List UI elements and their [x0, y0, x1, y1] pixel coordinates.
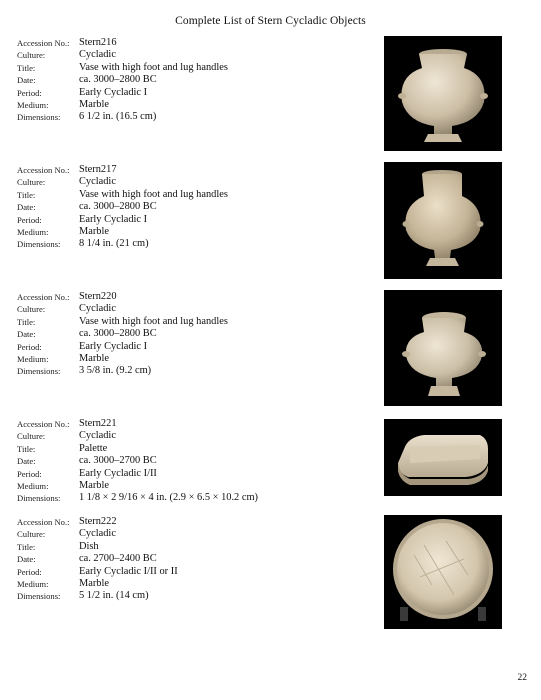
culture-label: Culture: — [17, 177, 46, 188]
medium-label: Medium: — [17, 226, 49, 237]
title-value: Vase with high foot and lug handles — [79, 315, 228, 327]
medium-label: Medium: — [17, 578, 49, 589]
medium-value: Marble — [79, 577, 110, 589]
dimensions-value: 6 1/2 in. (16.5 cm) — [79, 111, 157, 123]
accession-label: Accession No.: — [17, 165, 70, 175]
accession-label: Accession No.: — [17, 38, 70, 48]
accession-value: Stern217 — [79, 164, 117, 175]
medium-value: Marble — [79, 98, 110, 110]
accession-value: Stern222 — [79, 516, 117, 527]
culture-label: Culture: — [17, 529, 46, 540]
culture-label: Culture: — [17, 431, 46, 442]
culture-value: Cycladic — [79, 303, 116, 315]
footed-vase-photo — [384, 36, 502, 151]
period-value: Early Cycladic I/II — [79, 467, 157, 479]
catalog-entry — [17, 291, 377, 378]
period-label: Period: — [17, 341, 42, 352]
title-label: Title: — [17, 62, 36, 73]
title-value: Palette — [79, 442, 108, 454]
culture-label: Culture: — [17, 50, 46, 61]
dimensions-label: Dimensions: — [17, 239, 61, 250]
accession-value: Stern221 — [79, 418, 117, 429]
date-value: ca. 3000–2800 BC — [79, 328, 157, 340]
period-label: Period: — [17, 214, 42, 225]
period-label: Period: — [17, 468, 42, 479]
period-label: Period: — [17, 566, 42, 577]
footed-vase-photo — [384, 162, 502, 279]
date-label: Date: — [17, 202, 36, 213]
dimensions-label: Dimensions: — [17, 366, 61, 377]
period-label: Period: — [17, 87, 42, 98]
period-value: Early Cycladic I — [79, 340, 148, 352]
medium-value: Marble — [79, 225, 110, 237]
title-value: Vase with high foot and lug handles — [79, 61, 228, 73]
culture-value: Cycladic — [79, 528, 116, 540]
page-number: 22 — [517, 673, 527, 683]
date-label: Date: — [17, 456, 36, 467]
catalog-entry — [17, 37, 377, 124]
medium-value: Marble — [79, 352, 110, 364]
medium-label: Medium: — [17, 353, 49, 364]
catalog-entry — [17, 418, 377, 505]
date-value: ca. 3000–2800 BC — [79, 201, 157, 213]
title-value: Vase with high foot and lug handles — [79, 188, 228, 200]
dimensions-value: 3 5/8 in. (9.2 cm) — [79, 365, 152, 377]
palette-photo — [384, 419, 502, 496]
dimensions-value: 8 1/4 in. (21 cm) — [79, 238, 149, 250]
title-label: Title: — [17, 316, 36, 327]
date-value: ca. 3000–2700 BC — [79, 455, 157, 467]
date-label: Date: — [17, 75, 36, 86]
period-value: Early Cycladic I — [79, 213, 148, 225]
title-label: Title: — [17, 189, 36, 200]
date-value: ca. 3000–2800 BC — [79, 74, 157, 86]
accession-value: Stern220 — [79, 291, 117, 302]
period-value: Early Cycladic I/II or II — [79, 565, 178, 577]
footed-vase-icon — [384, 36, 502, 151]
dimensions-label: Dimensions: — [17, 493, 61, 504]
title-value: Dish — [79, 540, 99, 552]
date-label: Date: — [17, 329, 36, 340]
footed-vase-photo — [384, 290, 502, 406]
palette-icon — [384, 419, 502, 496]
date-label: Date: — [17, 554, 36, 565]
culture-value: Cycladic — [79, 176, 116, 188]
dish-photo — [384, 515, 502, 629]
dimensions-value: 1 1/8 × 2 9/16 × 4 in. (2.9 × 6.5 × 10.2 cm) — [79, 492, 258, 504]
footed-vase-icon — [384, 290, 502, 406]
culture-value: Cycladic — [79, 49, 116, 61]
catalog-entry — [17, 164, 377, 251]
culture-label: Culture: — [17, 304, 46, 315]
medium-label: Medium: — [17, 99, 49, 110]
date-value: ca. 2700–2400 BC — [79, 553, 157, 565]
period-value: Early Cycladic I — [79, 86, 148, 98]
footed-vase-icon — [384, 162, 502, 279]
page-title: Complete List of Stern Cycladic Objects — [175, 15, 366, 27]
title-label: Title: — [17, 443, 36, 454]
medium-value: Marble — [79, 479, 110, 491]
accession-label: Accession No.: — [17, 517, 70, 527]
accession-label: Accession No.: — [17, 292, 70, 302]
catalog-entry — [17, 516, 377, 603]
title-label: Title: — [17, 541, 36, 552]
accession-label: Accession No.: — [17, 419, 70, 429]
accession-value: Stern216 — [79, 37, 117, 48]
dimensions-label: Dimensions: — [17, 591, 61, 602]
dish-icon — [384, 515, 502, 629]
culture-value: Cycladic — [79, 430, 116, 442]
dimensions-label: Dimensions: — [17, 112, 61, 123]
medium-label: Medium: — [17, 480, 49, 491]
dimensions-value: 5 1/2 in. (14 cm) — [79, 590, 149, 602]
